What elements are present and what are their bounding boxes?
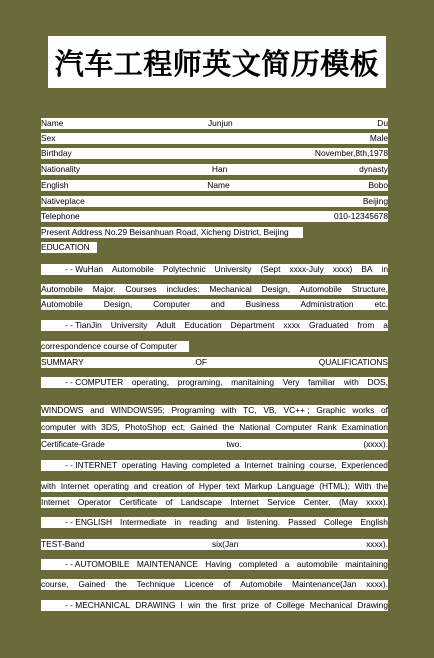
line-text: With	[354, 481, 372, 491]
line-text: College	[324, 517, 353, 527]
line-text: Intermediate	[120, 517, 167, 527]
line-text: of	[380, 405, 388, 415]
resume-line	[41, 284, 388, 295]
line-text: Landscape	[180, 497, 222, 507]
line-text: Bobo	[368, 180, 388, 190]
line-text: xxxx	[283, 320, 301, 330]
line-text: 3DS,	[101, 422, 120, 432]
resume-line	[41, 211, 388, 222]
line-text: Adult	[156, 320, 176, 330]
line-text: Internet	[230, 497, 259, 507]
resume-line	[41, 264, 388, 275]
line-text: completed	[238, 559, 278, 569]
line-text: Design,	[261, 284, 291, 294]
line-text: WINDOWS95;	[110, 405, 165, 415]
line-text: Automobile	[41, 299, 83, 309]
resume-line	[41, 341, 189, 352]
resume-line	[41, 118, 388, 129]
resume-line	[41, 196, 388, 207]
line-text: the	[222, 422, 235, 432]
line-text: Rank	[317, 422, 337, 432]
line-text: SUMMARY	[41, 357, 84, 367]
line-text: - - WuHan	[65, 264, 104, 274]
line-text: Maintenance(Jan	[292, 579, 357, 589]
resume-line	[41, 405, 388, 416]
line-text: University	[214, 264, 252, 274]
line-text: (Sept	[260, 264, 281, 274]
line-text: computer	[41, 422, 76, 432]
line-text: EDUCATION	[41, 242, 90, 252]
line-text: TEST-Band	[41, 539, 85, 549]
line-text: Automobile	[240, 579, 283, 589]
line-text: reading	[189, 517, 218, 527]
line-text: operating	[93, 481, 129, 491]
line-text: - - MECHANICAL	[65, 600, 131, 610]
line-text: VB,	[263, 405, 277, 415]
resume-line	[41, 497, 388, 508]
line-text: includes:	[166, 284, 200, 294]
line-text: Business	[245, 299, 280, 309]
line-text: Licence	[184, 579, 214, 589]
line-text: xxxx).	[366, 539, 388, 549]
line-text: ect;	[171, 422, 186, 432]
line-text: - - ENGLISH	[65, 517, 112, 527]
resume-line	[41, 600, 388, 611]
resume-line	[41, 320, 388, 331]
line-text: a	[284, 559, 290, 569]
line-text: (HTML);	[319, 481, 350, 491]
line-text: automobile	[296, 559, 338, 569]
line-text: two.	[226, 439, 242, 449]
line-text: 010-12345678	[333, 211, 388, 221]
line-text: (xxxx).	[363, 439, 388, 449]
line-text: dynasty	[359, 164, 388, 174]
line-text: from	[357, 320, 375, 330]
line-text: Internet	[41, 497, 70, 507]
line-text: University	[110, 320, 148, 330]
line-text: November,8th,1978	[314, 148, 388, 158]
line-text: of	[165, 497, 173, 507]
line-text: Beijing	[362, 196, 388, 206]
line-text: with	[343, 377, 359, 387]
resume-line	[41, 422, 388, 433]
line-text: Automobile	[299, 284, 342, 294]
line-text: listening.	[247, 517, 281, 527]
line-text: (May	[339, 497, 358, 507]
resume-line	[41, 377, 388, 388]
line-text: Mechanical	[209, 284, 252, 294]
line-text: Drawing	[357, 600, 388, 610]
line-text: Male	[369, 133, 388, 143]
line-text: Design,	[103, 299, 133, 309]
line-text: Name	[41, 118, 64, 128]
line-text: - - COMPUTER	[65, 377, 124, 387]
line-text: Operator	[77, 497, 111, 507]
line-text: Junjun	[207, 118, 233, 128]
line-text: College	[276, 600, 305, 610]
line-text: Department	[230, 320, 275, 330]
line-text: I	[180, 600, 183, 610]
line-text: Birthday	[41, 148, 72, 158]
line-text: programing,	[177, 377, 223, 387]
line-text: Language	[277, 481, 315, 491]
line-text: Sex	[41, 133, 56, 143]
line-text: in	[381, 264, 388, 274]
line-text: Gained	[78, 579, 106, 589]
line-text: PhotoShop	[124, 422, 167, 432]
line-text: Structure,	[351, 284, 388, 294]
line-text: text	[226, 481, 240, 491]
line-text: Courses	[125, 284, 157, 294]
line-text: six(Jan	[211, 539, 239, 549]
line-text: English	[360, 517, 388, 527]
resume-line	[41, 227, 303, 238]
line-text: Having	[205, 559, 232, 569]
line-text: Mechanical	[309, 600, 353, 610]
line-text: Computer	[275, 422, 312, 432]
line-text: Service	[267, 497, 296, 507]
line-text: Experienced	[341, 460, 388, 470]
line-text: training	[277, 460, 305, 470]
line-text: English	[41, 180, 69, 190]
line-text: and	[90, 405, 105, 415]
line-text: xxxx).	[366, 497, 388, 507]
line-text: in	[174, 517, 182, 527]
line-text: - - INTERNET	[65, 460, 118, 470]
line-text: Han	[211, 164, 228, 174]
line-text: with	[41, 481, 56, 491]
line-text: operating,	[131, 377, 170, 387]
line-text: Nationality	[41, 164, 81, 174]
line-text: MAINTENANCE	[136, 559, 198, 569]
line-text: Du	[377, 118, 388, 128]
line-text: etc.	[374, 299, 388, 309]
line-text: DOS,	[367, 377, 388, 387]
line-text: xxxx)	[332, 264, 353, 274]
page-title: 汽车工程师英文简历模板	[54, 46, 380, 81]
line-text: manitaining	[231, 377, 275, 387]
line-text: and	[210, 299, 225, 309]
line-text: first	[222, 600, 236, 610]
line-text: Gained	[190, 422, 218, 432]
line-text: with	[81, 422, 96, 432]
line-text: BA	[361, 264, 373, 274]
line-text: completed	[191, 460, 231, 470]
line-text: correspondence course of Computer	[41, 341, 177, 351]
resume-line	[41, 539, 388, 550]
resume-line	[41, 180, 388, 191]
line-text: of	[187, 481, 195, 491]
line-text: Name	[207, 180, 230, 190]
line-text: works	[352, 405, 375, 415]
line-text: xxxx).	[366, 579, 388, 589]
line-text: Automobile	[111, 264, 154, 274]
line-text: Graduated	[309, 320, 349, 330]
line-text: Center.	[303, 497, 331, 507]
line-text: xxxx-July	[289, 264, 324, 274]
line-text: Graphic	[316, 405, 346, 415]
resume-line	[41, 133, 388, 144]
line-text: prize	[240, 600, 260, 610]
line-text: Certificate	[119, 497, 158, 507]
line-text: a	[235, 460, 240, 470]
line-text: the	[205, 600, 218, 610]
resume-line	[41, 481, 388, 492]
line-text: - - AUTOMOBILE	[65, 559, 130, 569]
title-box	[48, 36, 386, 88]
line-text: and	[225, 517, 240, 527]
line-text: the	[115, 579, 127, 589]
line-text: course,	[41, 579, 69, 589]
line-text: Education	[184, 320, 222, 330]
line-text: creation	[152, 481, 183, 491]
line-text: Markup	[244, 481, 273, 491]
line-text: the	[376, 481, 388, 491]
line-text: Polytechnic	[162, 264, 206, 274]
line-text: Very	[282, 377, 300, 387]
line-text: Present Address No.29 Beisanhuan Road, Xicheng District, Beijing	[41, 227, 289, 237]
line-text: QUALIFICATIONS	[318, 357, 388, 367]
line-text: maintaining	[345, 559, 388, 569]
resume-line	[41, 357, 388, 368]
resume-line	[41, 517, 388, 528]
line-text: WINDOWS	[41, 405, 84, 415]
resume-line	[41, 559, 388, 570]
line-text: Certificate-Grade	[41, 439, 105, 449]
line-text: Technique	[136, 579, 175, 589]
line-text: a	[383, 320, 388, 330]
line-text: of	[264, 600, 272, 610]
line-text: Programing	[171, 405, 215, 415]
line-text: Major.	[92, 284, 116, 294]
line-text: with	[221, 405, 237, 415]
line-text: Hyper	[198, 481, 222, 491]
resume-line	[41, 299, 388, 310]
line-text: course,	[309, 460, 337, 470]
line-text: - - TianJin	[65, 320, 102, 330]
line-text: Telephone	[41, 211, 80, 221]
line-text: Automobile	[41, 284, 83, 294]
resume-line	[41, 164, 388, 175]
line-text: win	[187, 600, 201, 610]
resume-line	[41, 439, 388, 450]
line-text: and	[133, 481, 148, 491]
line-text: DRAWING	[135, 600, 176, 610]
resume-line	[41, 242, 97, 253]
line-text: Examination	[341, 422, 388, 432]
line-text: of	[223, 579, 231, 589]
line-text: Nativeplace	[41, 196, 85, 206]
line-text: Having	[161, 460, 188, 470]
line-text: National	[239, 422, 271, 432]
line-text: TC,	[243, 405, 257, 415]
line-text: Administration	[300, 299, 354, 309]
line-text: Internet	[60, 481, 90, 491]
resume-line	[41, 148, 388, 159]
line-text: Computer	[153, 299, 190, 309]
line-text: VC++ ;	[283, 405, 310, 415]
line-text: familiar	[308, 377, 336, 387]
resume-line	[41, 579, 388, 590]
resume-line	[41, 460, 388, 471]
line-text: Internet	[244, 460, 273, 470]
line-text: operating	[121, 460, 157, 470]
line-text: OF	[195, 357, 208, 367]
line-text: Passed	[288, 517, 317, 527]
